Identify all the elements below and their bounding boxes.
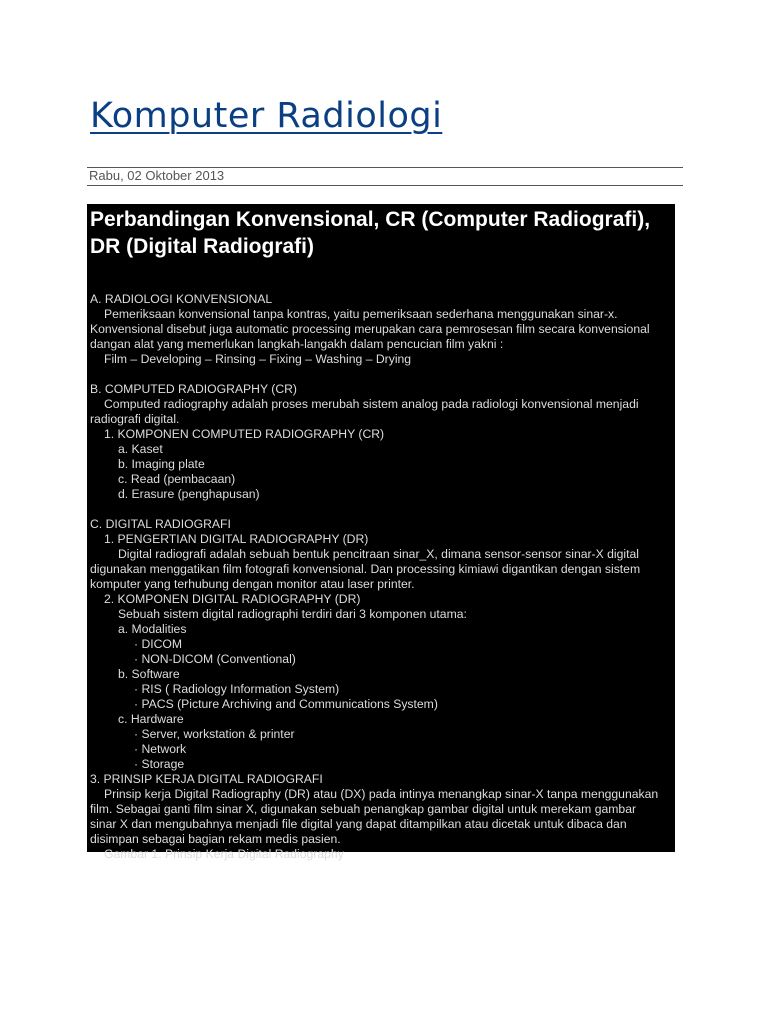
body-line: Prinsip kerja Digital Radiography (DR) atau (DX) pada intinya menangkap sinar-X tanpa menggunakan xyxy=(104,787,659,801)
body-line: Pemeriksaan konvensional tanpa kontras, yaitu pemeriksaan sederhana menggunakan sinar-x. xyxy=(104,307,618,321)
blank-line xyxy=(90,367,675,382)
body-line: c. Read (pembacaan) xyxy=(118,472,236,486)
body-line: Sebuah sistem digital radiographi terdiri dari 3 komponen utama: xyxy=(118,607,467,621)
body-line: radiografi digital. xyxy=(90,412,180,426)
body-line: C. DIGITAL RADIOGRAFI xyxy=(90,517,231,531)
body-line: c. Hardware xyxy=(118,712,184,726)
body-line: Konvensional disebut juga automatic processing merupakan cara pemrosesan film secara konvensional xyxy=(90,322,650,336)
post-date: Rabu, 02 Oktober 2013 xyxy=(89,168,225,183)
body-line: 2. KOMPONEN DIGITAL RADIOGRAPHY (DR) xyxy=(104,592,361,606)
body-line: 1. KOMPONEN COMPUTED RADIOGRAPHY (CR) xyxy=(104,427,385,441)
body-line: b. Software xyxy=(118,667,180,681)
body-line: Gambar 1. Prinsip Kerja Digital Radiography xyxy=(104,847,344,861)
body-line: · Network xyxy=(134,742,187,756)
body-line: · DICOM xyxy=(134,637,183,651)
body-line: · NON-DICOM (Conventional) xyxy=(134,652,296,666)
body-line: a. Modalities xyxy=(118,622,187,636)
post-title: Perbandingan Konvensional, CR (Computer Radiografi), DR (Digital Radiografi) xyxy=(90,208,651,258)
body-line: komputer yang terhubung dengan monitor atau laser printer. xyxy=(90,577,415,591)
body-line: · PACS (Picture Archiving and Communications System) xyxy=(134,697,438,711)
body-line: disimpan sebagai bagian rekam medis pasien. xyxy=(90,832,341,846)
body-line: film. Sebagai ganti film sinar X, digunakan sebuah penangkap gambar digital untuk merekam gambar xyxy=(90,802,637,816)
body-line: A. RADIOLOGI KONVENSIONAL xyxy=(90,292,273,306)
body-line: · Storage xyxy=(134,757,185,771)
body-line: dangan alat yang memerlukan langkah-langakh dalam pencucian film yakni : xyxy=(90,337,504,351)
body-line: digunakan menggatikan film fotografi konvensional. Dan processing kimiawi digantikan dengan sistem xyxy=(90,562,641,576)
body-line: · RIS ( Radiology Information System) xyxy=(134,682,340,696)
blank-line xyxy=(90,502,675,517)
body-line: b. Imaging plate xyxy=(118,457,205,471)
body-line: 3. PRINSIP KERJA DIGITAL RADIOGRAFI xyxy=(90,772,323,786)
body-line: · Server, workstation & printer xyxy=(134,727,295,741)
body-line: Digital radiografi adalah sebuah bentuk pencitraan sinar_X, dimana sensor-sensor sinar-X digital xyxy=(118,547,639,561)
body-line: 1. PENGERTIAN DIGITAL RADIOGRAPHY (DR) xyxy=(104,532,369,546)
body-line: sinar X dan mengubahnya menjadi file digital yang dapat ditampilkan atau dicetak untuk dibaca dan xyxy=(90,817,627,831)
blog-title[interactable]: Komputer Radiologi xyxy=(90,96,443,136)
body-line: B. COMPUTED RADIOGRAPHY (CR) xyxy=(90,382,297,396)
body-line: d. Erasure (penghapusan) xyxy=(118,487,260,501)
post-body xyxy=(90,292,675,862)
body-line: Film – Developing – Rinsing – Fixing – Washing – Drying xyxy=(104,352,412,366)
divider-bottom xyxy=(87,185,683,186)
body-line: a. Kaset xyxy=(118,442,163,456)
body-line: Computed radiography adalah proses merubah sistem analog pada radiologi konvensional menjadi xyxy=(104,397,639,411)
post-content xyxy=(87,204,675,861)
